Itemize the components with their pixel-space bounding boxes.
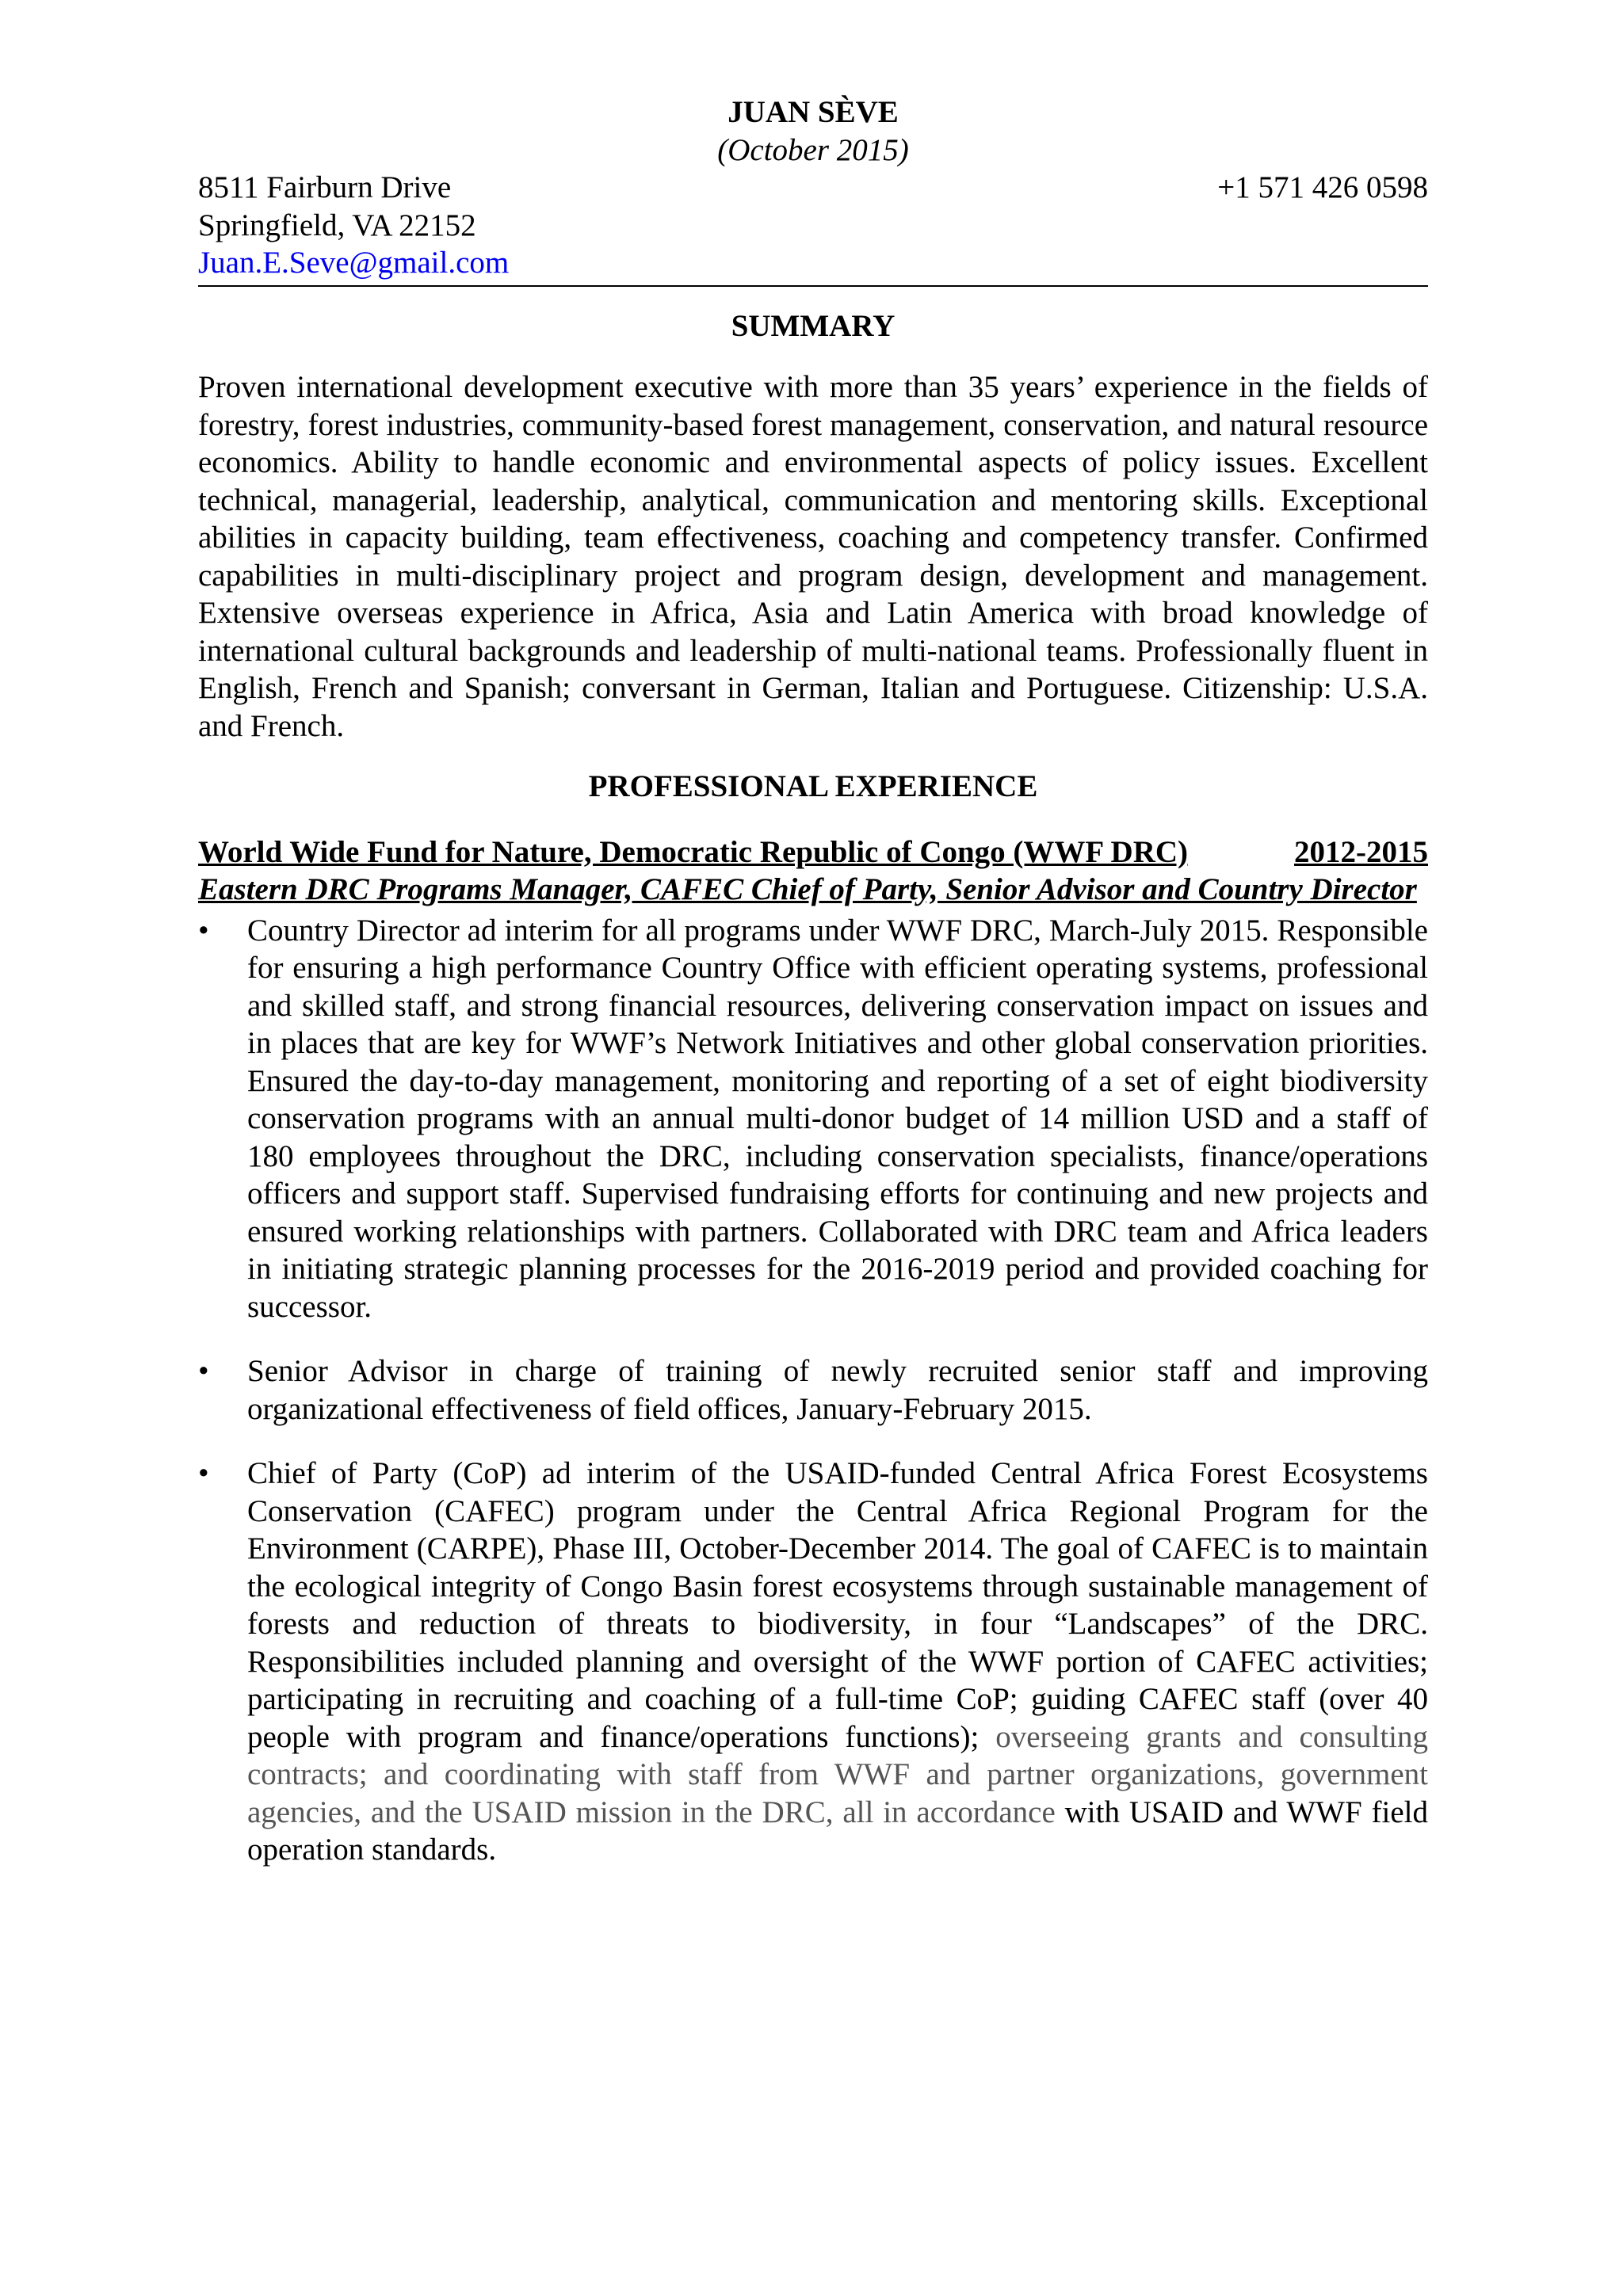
resume-content (198, 93, 1428, 1869)
street-address: 8511 Fairburn Drive (198, 170, 452, 204)
candidate-name: JUAN SÈVE (727, 95, 899, 129)
bullet-text-part-3: with USAID and WWF field operation standards. (247, 1794, 1428, 1867)
bullet-text-part-1: Chief of Party (CoP) ad interim of the USAID-funded Central Africa Forest Ecosystems Conservation (CAFEC) program under the Central Africa Regional Program for the Environment (CARPE), Phase III, October-December 2014. The goal of CAFEC is to maintain the ecological integrity of Congo Basin forest ecosystems through sustainable management of forests and reduction of threats to biodiversity, in four “Landscapes” of the DRC. Responsibilities included planning and oversight of the WWF portion of CAFEC activities; participating in recruiting and coaching of a full-time CoP; guiding CAFEC staff (over 40 people with program and finance/operations functions); (247, 1456, 1428, 1754)
resume-date: (October 2015) (717, 132, 909, 167)
employment-years: 2012-2015 (1294, 834, 1428, 869)
phone-number: +1 571 426 0598 (1217, 170, 1428, 204)
header-divider (198, 285, 1428, 287)
bullet-text: Country Director ad interim for all programs under WWF DRC, March-July 2015. Responsible for ensuring a high performance Country Office with efficient operating systems, professional and skilled staff, and strong financial resources, delivering conservation impact on issues and in places that are key for WWF’s Network Initiatives and other global conservation priorities. Ensured the day-to-day management, monitoring and reporting of a set of eight biodiversity conservation programs with an annual multi-donor budget of 14 million USD and a staff of 180 employees throughout the DRC, including conservation specialists, finance/operations officers and support staff. Supervised fundraising efforts for continuing and new projects and ensured working relationships with partners. Collaborated with DRC team and Africa leaders in initiating strategic planning processes for the 2016-2019 period and provided coaching for successor. (247, 913, 1428, 1324)
bullet-icon: • (198, 1456, 209, 1490)
summary-paragraph: Proven international development executive with more than 35 years’ experience in the fields of forestry, forest industries, community-based forest management, conservation, and natural resource economics. Ability to handle economic and environmental aspects of policy issues. Excellent technical, managerial, leadership, analytical, communication and mentoring skills. Exceptional abilities in capacity building, team effectiveness, coaching and competency transfer. Confirmed capabilities in multi-disciplinary project and program design, development and management. Extensive overseas experience in Africa, Asia and Latin America with broad knowledge of international cultural backgrounds and leadership of multi-national teams. Professionally fluent in English, French and Spanish; conversant in German, Italian and Portuguese. Citizenship: U.S.A. and French. (198, 370, 1428, 743)
list-item (198, 1455, 1428, 1869)
address-row (198, 169, 1428, 207)
job-title: Eastern DRC Programs Manager, CAFEC Chief of Party, Senior Advisor and Country Director (198, 872, 1417, 906)
bullet-icon: • (198, 1354, 209, 1388)
email-link[interactable]: Juan.E.Seve@gmail.com (198, 246, 510, 280)
experience-heading: PROFESSIONAL EXPERIENCE (588, 769, 1038, 803)
experience-bullet-list (198, 912, 1428, 1869)
bullet-text: Senior Advisor in charge of training of newly recruited senior staff and improving organizational effectiveness of field offices, January-February 2015. (247, 1354, 1428, 1426)
list-item (198, 1352, 1428, 1428)
employer-line (198, 833, 1428, 871)
summary-heading: SUMMARY (731, 308, 896, 343)
bullet-text-part-2: overseeing grants and consulting contracts; and coordinating with staff from WWF and partner organizations, government agencies, and the USAID mission in the DRC, all in accordance (247, 1719, 1429, 1829)
bullet-icon: • (198, 913, 209, 948)
city-state-zip: Springfield, VA 22152 (198, 208, 476, 242)
employer-name: World Wide Fund for Nature, Democratic Republic of Congo (WWF DRC) (198, 834, 1189, 869)
list-item (198, 912, 1428, 1326)
